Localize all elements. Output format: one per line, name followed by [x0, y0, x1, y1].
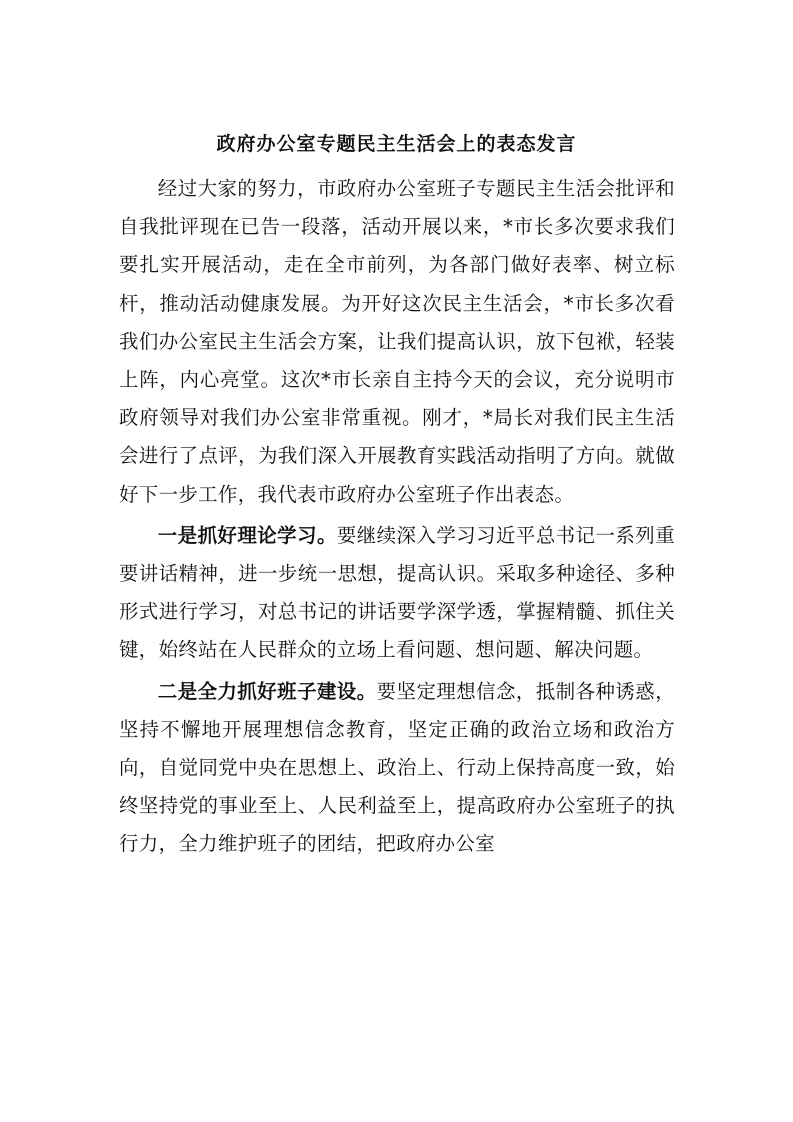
paragraph-theory-study [119, 517, 675, 670]
document-body [119, 170, 675, 864]
paragraph-lead: 一是抓好理论学习。 [157, 523, 337, 547]
paragraph-intro [119, 170, 675, 514]
paragraph-lead: 二是全力抓好班子建设。 [157, 679, 377, 703]
paragraph-text: 经过大家的努力，市政府办公室班子专题民主生活会批评和自我批评现在已告一段落，活动开展以来，*市长多次要求我们要扎实开展活动，走在全市前列，为各部门做好表率、树立标杆，推动活动健康发展。为开好这次民主生活会，*市长多次看我们办公室民主生活会方案，让我们提高认识，放下包袱，轻装上阵，内心亮堂。这次*市长亲自主持今天的会议，充分说明市政府领导对我们办公室非常重视。刚才，*局长对我们民主生活会进行了点评，为我们深入开展教育实践活动指明了方向。就做好下一步工作，我代表市政府办公室班子作出表态。 [119, 177, 675, 506]
paragraph-text: 要继续深入学习习近平总书记一系列重要讲话精神，进一步统一思想，提高认识。采取多种途径、多种形式进行学习，对总书记的讲话要学深学透，掌握精髓、抓住关键，始终站在人民群众的立场上看问题、想问题、解决问题。 [119, 523, 675, 662]
paragraph-team-building [119, 673, 675, 864]
document-title: 政府办公室专题民主生活会上的表态发言 [216, 133, 577, 155]
paragraph-text: 要坚定理想信念，抵制各种诱惑，坚持不懈地开展理想信念教育，坚定正确的政治立场和政治方向，自觉同党中央在思想上、政治上、行动上保持高度一致，始终坚持党的事业至上、人民利益至上，提高政府办公室班子的执行力，全力维护班子的团结，把政府办公室 [119, 679, 675, 856]
